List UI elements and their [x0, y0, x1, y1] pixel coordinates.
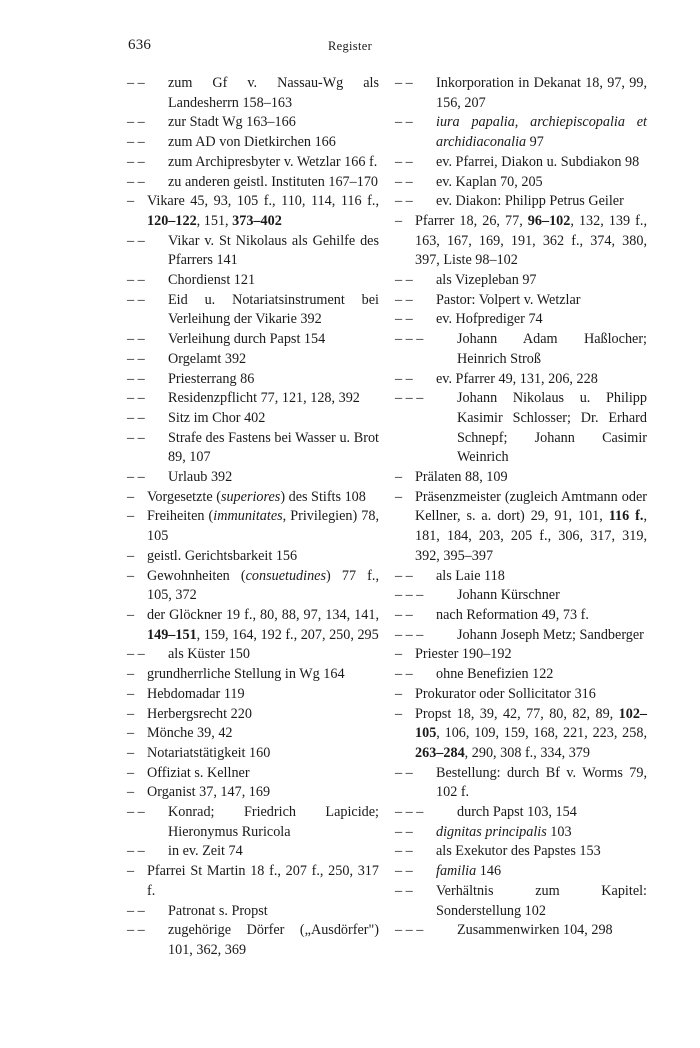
entry-segment: Urlaub 392	[168, 469, 233, 486]
level-dashes: – –	[395, 567, 413, 584]
entry-segment: ohne Benefizien 122	[436, 666, 554, 683]
level-dashes: – –	[127, 370, 145, 387]
index-entry	[395, 882, 647, 921]
level-dashes: –	[127, 725, 135, 742]
entry-segment: Zusammenwirken 104, 298	[457, 922, 613, 939]
entry-segment: 97	[526, 134, 544, 151]
index-entry	[395, 468, 647, 488]
level-dashes: – – –	[395, 626, 424, 643]
entry-text	[168, 921, 379, 960]
index-entry	[127, 665, 379, 685]
index-entry	[127, 173, 379, 193]
entry-text	[147, 192, 379, 231]
index-entry	[395, 567, 647, 587]
entry-segment: Bestellung: durch Bf v. Worms 79, 102 f.	[436, 764, 647, 801]
entry-text	[436, 113, 647, 152]
entry-text	[147, 685, 379, 705]
index-entry	[127, 153, 379, 173]
level-dashes: –	[395, 646, 403, 663]
entry-segment: Pastor: Volpert v. Wetzlar	[436, 291, 581, 308]
entry-segment: 149–151	[147, 626, 197, 643]
entry-text	[436, 823, 647, 843]
level-dashes: – – –	[395, 587, 424, 604]
index-entry	[127, 271, 379, 291]
entry-segment: dignitas principalis	[436, 823, 547, 840]
level-dashes: –	[127, 193, 135, 210]
entry-text	[147, 744, 379, 764]
entry-text	[436, 74, 647, 113]
level-dashes: – – –	[395, 922, 424, 939]
entry-segment: , 159, 164, 192 f., 207, 250, 295	[196, 626, 379, 643]
index-entry	[395, 626, 647, 646]
entry-text	[457, 330, 647, 369]
entry-segment: , 106, 109, 159, 168, 221, 223, 258,	[436, 725, 647, 742]
entry-text	[168, 330, 379, 350]
entry-text	[436, 567, 647, 587]
running-head: Register	[327, 39, 373, 53]
index-entry	[395, 370, 647, 390]
entry-text	[436, 370, 647, 390]
level-dashes: – –	[127, 409, 145, 426]
level-dashes: – –	[395, 75, 413, 91]
entry-segment: Vorgesetzte (	[147, 488, 221, 505]
entry-text	[415, 212, 647, 271]
entry-text	[436, 764, 647, 803]
index-entry	[395, 153, 647, 173]
entry-text	[147, 507, 379, 546]
entry-segment: Patronat s. Propst	[168, 902, 268, 919]
entry-segment: 120–122	[147, 212, 197, 229]
entry-segment: Freiheiten (	[147, 508, 214, 525]
index-entry	[127, 764, 379, 784]
level-dashes: –	[395, 685, 403, 702]
level-dashes: – –	[395, 153, 413, 170]
entry-segment: zum Archipresbyter v. Wetzlar 166 f.	[168, 153, 378, 170]
entry-segment: 103	[546, 823, 572, 840]
entry-segment: Johann Adam Haßlocher; Heinrich Stroß	[457, 331, 647, 367]
entry-segment: Offiziat s. Kellner	[147, 764, 250, 781]
level-dashes: –	[127, 863, 135, 880]
entry-text	[436, 665, 647, 685]
level-dashes: –	[395, 705, 403, 722]
level-dashes: – –	[127, 804, 145, 821]
level-dashes: –	[127, 764, 135, 781]
entry-segment: Pfarrer 18, 26, 77,	[415, 212, 528, 229]
index-entry	[127, 350, 379, 370]
entry-text	[168, 842, 379, 862]
entry-segment: 263–284	[415, 744, 465, 761]
entry-segment: Hebdomadar 119	[147, 685, 245, 702]
entry-segment: Priester 190–192	[415, 646, 512, 663]
index-entry	[395, 586, 647, 606]
page-number: 636	[128, 37, 152, 53]
level-dashes: – –	[127, 173, 145, 190]
entry-segment: zugehörige Dörfer („Ausdörfer") 101, 362, 369	[168, 922, 379, 958]
level-dashes: – – –	[395, 390, 424, 407]
entry-text	[168, 429, 379, 468]
index-entry	[395, 291, 647, 311]
level-dashes: –	[395, 488, 403, 505]
entry-segment: immunitates	[213, 508, 283, 525]
level-dashes: – – –	[395, 804, 424, 821]
level-dashes: – –	[395, 882, 413, 899]
level-dashes: –	[127, 547, 135, 564]
entry-segment: Mönche 39, 42	[147, 725, 233, 742]
entry-segment: 96–102	[527, 212, 571, 229]
level-dashes: – –	[127, 75, 145, 91]
index-entry	[395, 705, 647, 764]
index-entry	[127, 606, 379, 645]
level-dashes: – –	[127, 922, 145, 939]
entry-segment: Prokurator oder Sollicitator 316	[415, 685, 596, 702]
entry-text	[436, 310, 647, 330]
entry-text	[168, 389, 379, 409]
entry-text	[168, 350, 379, 370]
level-dashes: –	[127, 606, 135, 623]
index-entry	[127, 370, 379, 390]
entry-segment: zum AD von Dietkirchen 166	[168, 134, 336, 151]
index-entry	[127, 783, 379, 803]
entry-segment: Pfarrei St Martin 18 f., 207 f., 250, 317 f.	[147, 863, 379, 899]
entry-segment: ev. Pfarrer 49, 131, 206, 228	[436, 370, 598, 387]
index-entry	[127, 547, 379, 567]
entry-segment: als Exekutor des Papstes 153	[436, 843, 601, 860]
entry-segment: ev. Diakon: Philipp Petrus Geiler	[436, 193, 624, 210]
entry-segment: Inkorporation in Dekanat 18, 97, 99, 156, 207	[436, 75, 647, 111]
index-entry	[127, 330, 379, 350]
entry-segment: als Küster 150	[168, 646, 250, 663]
entry-segment: Notariatstätigkeit 160	[147, 744, 271, 761]
level-dashes: – –	[127, 646, 145, 663]
level-dashes: – –	[395, 272, 413, 289]
index-entry	[127, 803, 379, 842]
entry-text	[457, 626, 647, 646]
level-dashes: –	[127, 784, 135, 801]
index-entry	[127, 744, 379, 764]
entry-text	[436, 291, 647, 311]
entry-text	[457, 389, 647, 468]
level-dashes: – –	[395, 193, 413, 210]
level-dashes: – –	[127, 350, 145, 367]
entry-segment: , 132, 139 f., 163, 167, 169, 191, 362 f., 374, 380, 397, Liste 98–102	[415, 212, 647, 269]
level-dashes: – –	[395, 863, 413, 880]
entry-text	[168, 645, 379, 665]
entry-segment: Strafe des Fastens bei Wasser u. Brot 89, 107	[168, 429, 379, 466]
index-entry	[395, 113, 647, 152]
entry-segment: consuetudines	[245, 567, 326, 584]
entry-segment: , Privilegien) 78, 105	[147, 508, 380, 545]
level-dashes: – –	[395, 606, 413, 623]
index-entry	[395, 606, 647, 626]
entry-text	[436, 882, 647, 921]
entry-text	[168, 232, 379, 271]
level-dashes: – –	[395, 823, 413, 840]
entry-text	[415, 705, 647, 764]
index-entry	[127, 74, 379, 113]
entry-text	[147, 606, 379, 645]
entry-segment: der Glöckner 19 f., 80, 88, 97, 134, 141,	[147, 606, 379, 623]
index-entry	[127, 685, 379, 705]
entry-text	[436, 606, 647, 626]
level-dashes: – –	[127, 114, 145, 131]
level-dashes: – –	[127, 153, 145, 170]
entry-segment: durch Papst 103, 154	[457, 804, 577, 821]
level-dashes: – –	[395, 114, 413, 131]
index-entry	[127, 192, 379, 231]
level-dashes: – –	[127, 469, 145, 486]
entry-segment: 146	[476, 863, 502, 880]
entry-text	[457, 803, 647, 823]
entry-text	[436, 173, 647, 193]
entry-text	[147, 783, 379, 803]
level-dashes: –	[127, 744, 135, 761]
entry-segment: zur Stadt Wg 163–166	[168, 114, 296, 131]
level-dashes: – –	[395, 291, 413, 308]
index-entry	[127, 468, 379, 488]
entry-text	[415, 468, 647, 488]
entry-segment: familia	[436, 863, 477, 880]
entry-segment: ) 77 f., 105, 372	[147, 567, 380, 604]
level-dashes: – –	[395, 370, 413, 387]
entry-segment: 102–105	[415, 705, 647, 742]
index-entry	[127, 232, 379, 271]
level-dashes: – –	[127, 134, 145, 151]
index-entry	[127, 488, 379, 508]
index-entry	[395, 764, 647, 803]
index-entry	[127, 133, 379, 153]
entry-segment: nach Reformation 49, 73 f.	[436, 606, 589, 623]
index-entry	[395, 645, 647, 665]
entry-segment: in ev. Zeit 74	[168, 843, 243, 860]
entry-segment: als Laie 118	[436, 567, 505, 584]
index-entry	[395, 862, 647, 882]
entry-text	[436, 271, 647, 291]
entry-text	[457, 586, 647, 606]
index-entry	[127, 724, 379, 744]
entry-text	[168, 370, 379, 390]
entry-segment: ev. Kaplan 70, 205	[436, 173, 543, 190]
index-entry	[395, 823, 647, 843]
entry-segment: Johann Joseph Metz; Sandberger	[457, 626, 644, 643]
entry-text	[168, 271, 379, 291]
index-entry	[127, 862, 379, 901]
entry-text	[415, 645, 647, 665]
index-entry	[395, 665, 647, 685]
entry-text	[147, 764, 379, 784]
entry-text	[147, 705, 379, 725]
index-entry	[395, 803, 647, 823]
entry-segment: zum Gf v. Nassau-Wg als Landesherrn 158–163	[168, 75, 379, 111]
entry-text	[415, 685, 647, 705]
entry-segment: superiores	[220, 488, 281, 505]
entry-text	[147, 862, 379, 901]
entry-segment: Präsenzmeister (zugleich Amtmann oder Kellner, s. a. dort) 29, 91, 101,	[415, 488, 647, 525]
entry-segment: Johann Nikolaus u. Philipp Kasimir Schlosser; Dr. Erhard Schnepf; Johann Casimir Weinrich	[457, 390, 647, 466]
entry-segment: Priesterrang 86	[168, 370, 255, 387]
level-dashes: – –	[395, 666, 413, 683]
entry-segment: , 151,	[196, 212, 233, 229]
entry-segment: zu anderen geistl. Instituten 167–170	[168, 173, 379, 190]
entry-segment: geistl. Gerichtsbarkeit 156	[147, 547, 298, 564]
entry-text	[436, 192, 647, 212]
entry-segment: Orgelamt 392	[168, 350, 247, 367]
index-entry	[395, 330, 647, 369]
entry-segment: Verleihung durch Papst 154	[168, 331, 326, 348]
index-entry	[395, 271, 647, 291]
entry-segment: Konrad; Friedrich Lapicide; Hieronymus Ruricola	[168, 804, 379, 840]
level-dashes: –	[127, 488, 135, 505]
level-dashes: – –	[127, 272, 145, 289]
entry-segment: Gewohnheiten (	[147, 567, 246, 584]
level-dashes: – –	[395, 173, 413, 190]
entry-segment: 116 f.	[608, 508, 644, 525]
entry-segment: iura papalia, archiepiscopalia et archidiaconalia	[436, 114, 647, 151]
entry-text	[147, 567, 379, 606]
index-entry	[127, 409, 379, 429]
index-column-right	[395, 74, 647, 941]
entry-segment: Herbergsrecht 220	[147, 705, 252, 722]
entry-segment: , 290, 308 f., 334, 379	[464, 744, 590, 761]
entry-segment: Verhältnis zum Kapitel: Sonderstellung 102	[436, 882, 647, 919]
index-entry	[395, 389, 647, 468]
level-dashes: –	[395, 469, 403, 486]
index-entry	[127, 291, 379, 330]
index-entry	[127, 705, 379, 725]
level-dashes: – –	[395, 764, 413, 781]
level-dashes: – –	[395, 311, 413, 328]
index-entry	[395, 488, 647, 567]
level-dashes: –	[127, 508, 135, 525]
entry-text	[147, 547, 379, 567]
level-dashes: – – –	[395, 331, 424, 348]
entry-text	[168, 113, 379, 133]
entry-text	[457, 921, 647, 941]
index-entry	[127, 645, 379, 665]
entry-text	[168, 291, 379, 330]
index-entry	[127, 902, 379, 922]
index-entry	[127, 567, 379, 606]
entry-text	[415, 488, 647, 567]
level-dashes: – –	[127, 291, 145, 308]
index-entry	[127, 113, 379, 133]
level-dashes: – –	[395, 843, 413, 860]
level-dashes: –	[395, 212, 403, 229]
index-entry	[127, 429, 379, 468]
entry-segment: Chordienst 121	[168, 272, 256, 289]
index-entry	[127, 389, 379, 409]
entry-text	[168, 133, 379, 153]
entry-segment: grundherrliche Stellung in Wg 164	[147, 666, 345, 683]
level-dashes: – –	[127, 902, 145, 919]
entry-text	[168, 409, 379, 429]
index-entry	[395, 173, 647, 193]
entry-text	[168, 173, 379, 193]
level-dashes: – –	[127, 429, 145, 446]
level-dashes: –	[127, 567, 135, 584]
entry-segment: , 181, 184, 203, 205 f., 306, 317, 319, 392, 395–397	[415, 508, 647, 564]
entry-text	[436, 862, 647, 882]
level-dashes: –	[127, 685, 135, 702]
entry-segment: Sitz im Chor 402	[168, 409, 266, 426]
entry-segment: ev. Hofprediger 74	[436, 311, 543, 328]
index-entry	[395, 212, 647, 271]
index-entry	[395, 921, 647, 941]
index-entry	[127, 507, 379, 546]
entry-segment: als Vizepleban 97	[436, 272, 537, 289]
level-dashes: – –	[127, 232, 145, 249]
entry-text	[147, 665, 379, 685]
entry-text	[168, 74, 379, 113]
index-entry	[395, 842, 647, 862]
entry-text	[436, 153, 647, 173]
entry-segment: Organist 37, 147, 169	[147, 784, 271, 801]
entry-segment: Residenzpflicht 77, 121, 128, 392	[168, 390, 360, 407]
entry-text	[168, 902, 379, 922]
entry-text	[147, 488, 379, 508]
level-dashes: –	[127, 705, 135, 722]
entry-segment: Eid u. Notariatsinstrument bei Verleihung der Vikarie 392	[168, 291, 379, 328]
entry-segment: Prälaten 88, 109	[415, 469, 508, 486]
level-dashes: – –	[127, 843, 145, 860]
entry-segment: ev. Pfarrei, Diakon u. Subdiakon 98	[436, 153, 640, 170]
entry-segment: ) des Stifts 108	[280, 488, 366, 505]
entry-segment: 373–402	[232, 212, 282, 229]
entry-text	[168, 803, 379, 842]
entry-text	[436, 842, 647, 862]
entry-text	[147, 724, 379, 744]
index-entry	[395, 74, 647, 113]
index-entry	[127, 842, 379, 862]
index-column-left	[127, 74, 379, 961]
entry-text	[168, 468, 379, 488]
entry-segment: Vikar v. St Nikolaus als Gehilfe des Pfarrers 141	[168, 232, 379, 269]
entry-segment: Vikare 45, 93, 105 f., 110, 114, 116 f.,	[147, 193, 379, 210]
level-dashes: – –	[127, 331, 145, 348]
level-dashes: – –	[127, 390, 145, 407]
index-entry	[127, 921, 379, 960]
index-entry	[395, 685, 647, 705]
entry-text	[168, 153, 379, 173]
index-entry	[395, 192, 647, 212]
level-dashes: –	[127, 666, 135, 683]
entry-segment: Johann Kürschner	[457, 587, 560, 604]
index-entry	[395, 310, 647, 330]
entry-segment: Propst 18, 39, 42, 77, 80, 82, 89,	[415, 705, 619, 722]
